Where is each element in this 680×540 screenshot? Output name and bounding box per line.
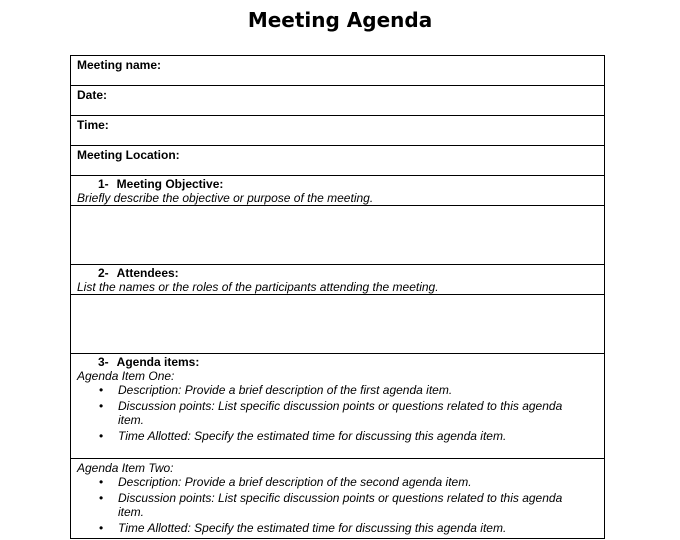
bullet-icon: • bbox=[99, 475, 104, 489]
page-title: Meeting Agenda bbox=[247, 8, 433, 32]
list-item bbox=[77, 491, 604, 519]
list-item bbox=[77, 521, 604, 535]
agenda-item-two-block bbox=[71, 459, 604, 539]
objective-description: Briefly describe the objective or purpose of the meeting. bbox=[77, 191, 374, 205]
objective-title bbox=[77, 178, 604, 191]
bullet-text: Description: Provide a brief description of the first agenda item. bbox=[118, 383, 453, 397]
date-field[interactable] bbox=[71, 86, 604, 116]
agenda-item-two-list bbox=[77, 475, 604, 535]
bullet-text: Discussion points: List specific discussion points or questions related to this agenda item. bbox=[118, 491, 563, 519]
bullet-text: Description: Provide a brief description of the second agenda item. bbox=[118, 475, 472, 489]
bullet-icon: • bbox=[99, 383, 104, 397]
agenda-item-one-list bbox=[77, 383, 604, 443]
bullet-text: Time Allotted: Specify the estimated time for discussing this agenda item. bbox=[118, 521, 507, 535]
objective-title-text: Meeting Objective: bbox=[116, 177, 224, 191]
agenda-item-one-block bbox=[71, 354, 604, 459]
agenda-number: 3- bbox=[98, 355, 109, 369]
attendees-section-header bbox=[71, 265, 604, 295]
agenda-title bbox=[77, 356, 604, 369]
list-item bbox=[77, 383, 604, 397]
agenda-item-one-heading: Agenda Item One: bbox=[77, 369, 175, 383]
list-item bbox=[77, 429, 604, 443]
bullet-icon: • bbox=[99, 429, 104, 443]
bullet-icon: • bbox=[99, 399, 104, 413]
location-label: Meeting Location: bbox=[77, 148, 180, 162]
objective-input-area[interactable] bbox=[71, 206, 604, 265]
bullet-icon: • bbox=[99, 521, 104, 535]
list-item bbox=[77, 399, 604, 427]
bullet-icon: • bbox=[99, 491, 104, 505]
meeting-name-field[interactable] bbox=[71, 56, 604, 86]
objective-section-header bbox=[71, 176, 604, 206]
agenda-form bbox=[70, 55, 605, 539]
objective-number: 1- bbox=[98, 177, 109, 191]
bullet-text: Discussion points: List specific discussion points or questions related to this agenda item. bbox=[118, 399, 563, 427]
time-field[interactable] bbox=[71, 116, 604, 146]
agenda-title-text: Agenda items: bbox=[116, 355, 200, 369]
date-label: Date: bbox=[77, 88, 108, 102]
location-field[interactable] bbox=[71, 146, 604, 176]
attendees-input-area[interactable] bbox=[71, 295, 604, 354]
bullet-text: Time Allotted: Specify the estimated time for discussing this agenda item. bbox=[118, 429, 507, 443]
list-item bbox=[77, 475, 604, 489]
attendees-number: 2- bbox=[98, 266, 109, 280]
time-label: Time: bbox=[77, 118, 109, 132]
attendees-title-text: Attendees: bbox=[116, 266, 179, 280]
meeting-name-label: Meeting name: bbox=[77, 58, 162, 72]
attendees-description: List the names or the roles of the participants attending the meeting. bbox=[77, 280, 439, 294]
attendees-title bbox=[77, 267, 604, 280]
agenda-item-two-heading: Agenda Item Two: bbox=[77, 461, 174, 475]
